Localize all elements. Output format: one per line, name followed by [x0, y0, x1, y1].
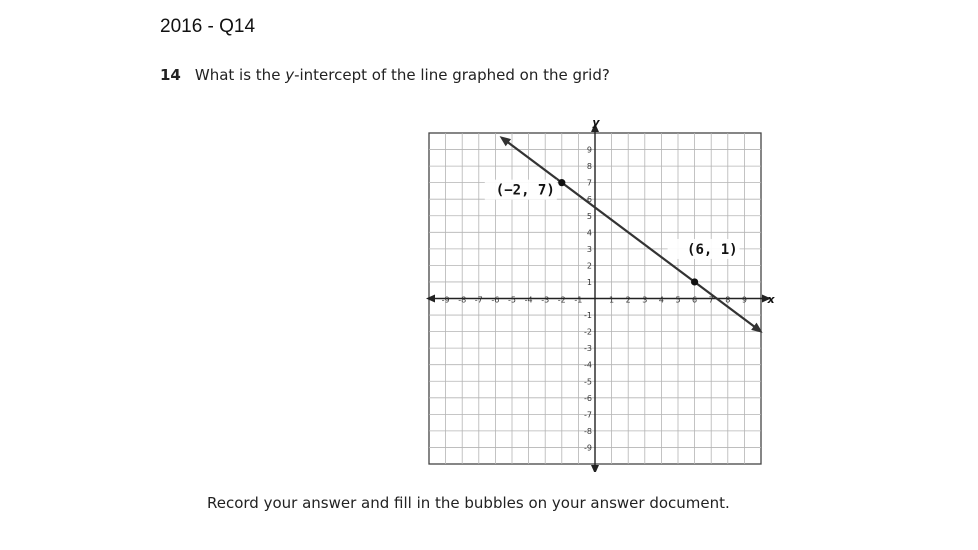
y-tick-label: -1: [584, 311, 592, 321]
slide-title: 2016 - Q14: [160, 16, 256, 37]
y-tick-label: -8: [584, 426, 592, 436]
y-tick-label: -3: [584, 344, 592, 354]
x-tick-label: 9: [741, 295, 747, 305]
y-tick-label: 5: [586, 211, 592, 221]
instruction-text: Record your answer and fill in the bubbles on your answer document.: [207, 494, 730, 512]
x-tick-label: -6: [491, 295, 500, 305]
coordinate-grid: [420, 112, 790, 472]
y-tick-label: 4: [586, 228, 592, 238]
x-tick-label: -4: [524, 295, 533, 305]
y-tick-label: 2: [586, 261, 592, 271]
y-tick-label: -6: [584, 393, 592, 403]
x-tick-label: -2: [557, 295, 566, 305]
y-tick-label: 3: [586, 244, 592, 254]
y-tick-label: -5: [584, 377, 592, 387]
question-number: 14: [160, 66, 181, 84]
question-text-before: What is the: [194, 66, 286, 84]
x-tick-label: -8: [458, 295, 467, 305]
y-tick-label: 6: [586, 195, 592, 205]
y-tick-label: -4: [584, 360, 592, 370]
x-tick-label: 5: [675, 295, 681, 305]
plotted-point: [691, 278, 698, 285]
x-tick-label: -9: [441, 295, 450, 305]
x-tick-label: 8: [725, 295, 731, 305]
y-axis-arrow-down: [591, 465, 599, 472]
question-text-after: -intercept of the line graphed on the grid?: [294, 66, 610, 84]
x-axis-arrow-left: [426, 295, 435, 303]
x-tick-label: 6: [692, 295, 698, 305]
question-text: [160, 66, 610, 84]
y-tick-label: -9: [584, 443, 592, 453]
x-tick-label: -3: [541, 295, 550, 305]
x-tick-label: -1: [574, 295, 583, 305]
y-tick-label: -7: [584, 410, 592, 420]
x-tick-label: -7: [474, 295, 483, 305]
y-axis-name: y: [592, 116, 600, 129]
point-label: (6, 1): [687, 241, 738, 258]
plotted-point: [558, 179, 565, 186]
x-axis-name: x: [767, 293, 775, 306]
x-tick-label: 4: [658, 295, 664, 305]
x-tick-label: 2: [625, 295, 631, 305]
y-tick-label: 7: [586, 178, 592, 188]
x-tick-label: 1: [609, 295, 615, 305]
y-tick-label: 8: [586, 162, 592, 172]
x-tick-label: 7: [708, 295, 714, 305]
y-tick-label: 9: [586, 145, 592, 155]
question-variable: y: [285, 66, 295, 84]
point-label: (−2, 7): [495, 182, 555, 199]
x-tick-label: -5: [508, 295, 516, 305]
x-tick-label: 3: [642, 295, 648, 305]
y-tick-label: -2: [584, 327, 592, 337]
y-tick-label: 1: [586, 277, 592, 287]
